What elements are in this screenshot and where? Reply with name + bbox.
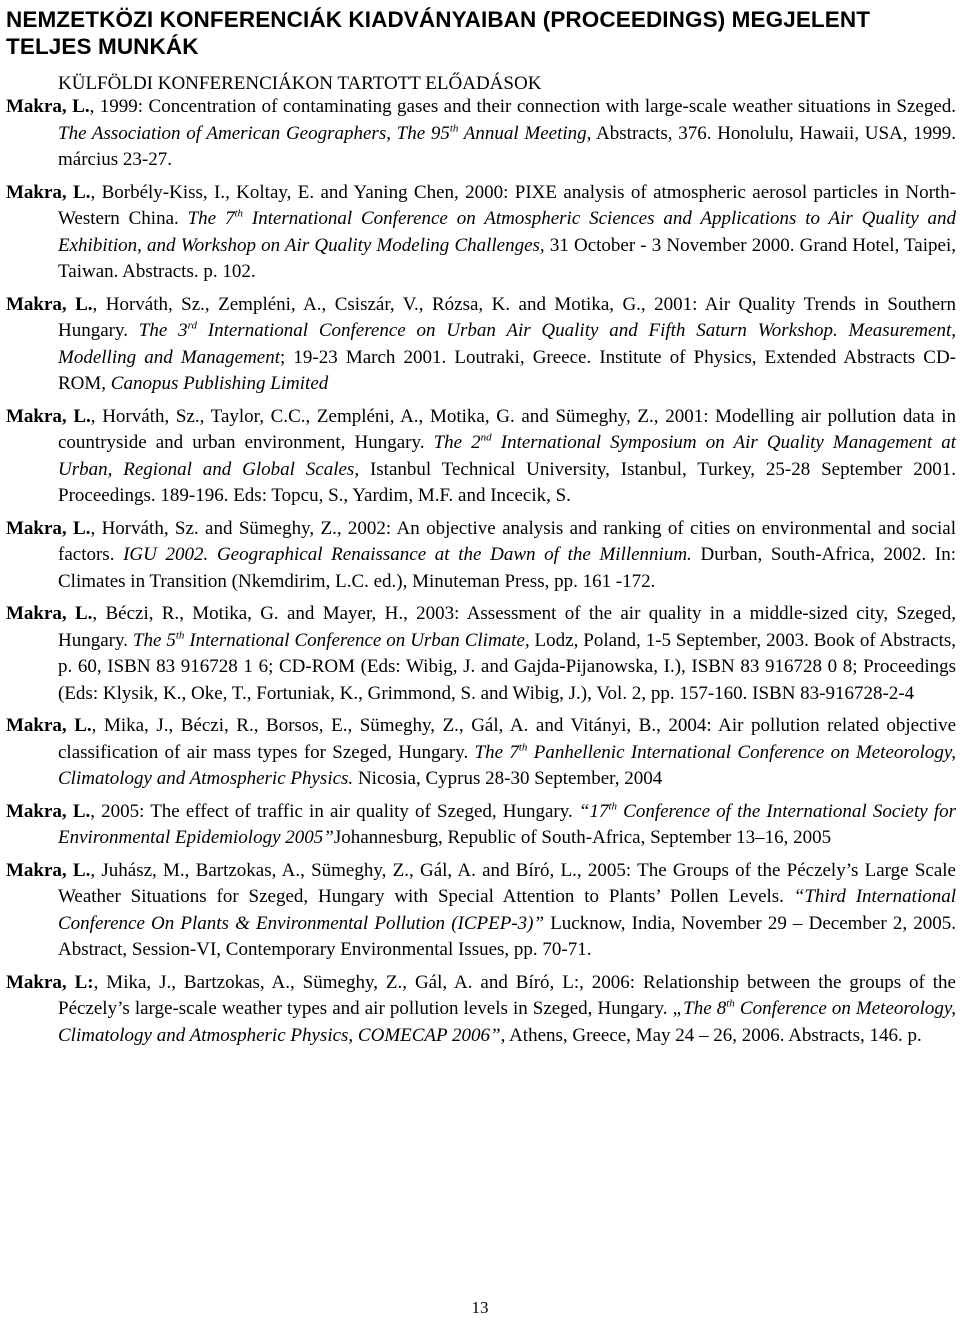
entry-author: Makra, L.	[6, 517, 91, 539]
entry-conference: „The 8	[672, 998, 727, 1019]
entry-conference: International Symposium on Air Quality Management at Urban, Regional and Global Scales,	[58, 432, 956, 480]
entry-author: Makra, L.	[6, 603, 93, 624]
entry-conference: The 5	[132, 629, 176, 651]
entry-author: Makra, L.	[6, 96, 90, 117]
entry-text: , Horváth, Sz. and Sümeghy, Z., 2002: An objective analysis and ranking of cities on environmental and social factors.	[58, 517, 956, 565]
entry-text: , Juhász, M., Bartzokas, A., Sümeghy, Z., Gál, A. and Bíró, L., 2005: The Groups of the Péczely’s Large Scale Weather Situations for Szeged, Hungary with Special Attention to Plants’ Pollen Levels.	[58, 859, 956, 907]
entry-superscript: th	[175, 629, 185, 642]
entry-text: ; 19-23 March 2001. Loutraki, Greece. Institute of Physics, Extended Abstracts CD-ROM,	[58, 346, 956, 394]
entry-conference: The 7	[474, 741, 519, 763]
entry-text: Abstracts, 376. Honolulu, Hawaii, USA, 1999. március 23-27.	[58, 122, 956, 170]
publication-entry	[6, 404, 956, 510]
entry-text: Lodz, Poland, 1-5 September, 2003. Book of Abstracts, p. 60, ISBN 83 916728 1 6; CD-ROM (Eds: Wibig, J. and Gajda-Pijanowska, I.), ISBN 83 916728 0 8; Proceedings (Eds: Klysik, K., Oke, T., Fortuniak, K., Grimmond, S. and Wibig, J.), Vol. 2, pp. 157-160. ISBN 83-916728-2-4	[58, 629, 957, 704]
entry-publisher: Canopus Publishing Limited	[110, 373, 329, 394]
entry-text: , Béczi, R., Motika, G. and Mayer, H., 2003: Assessment of the air quality in a middle-sized city, Szeged, Hungary.	[58, 603, 957, 651]
entry-author: Makra, L.	[6, 181, 91, 203]
entry-text: , 1999: Concentration of contaminating gases and their connection with large-scale weather situations in Szeged.	[89, 96, 957, 117]
entry-text: , 2005: The effect of traffic in air quality of Szeged, Hungary.	[90, 800, 579, 822]
entry-conference: International Conference on Urban Air Quality and Fifth Saturn Workshop. Measurement, Modelling and Management	[58, 320, 956, 368]
entry-conference: Conference of the International Society for Environmental Epidemiology 2005”	[58, 800, 956, 848]
entry-conference: Conference on Meteorology, Climatology and Atmospheric Physics, COMECAP 2006”	[58, 998, 956, 1046]
entry-superscript: th	[234, 207, 244, 220]
publication-entry	[6, 858, 956, 964]
entry-text: Istanbul Technical University, Istanbul, Turkey, 25-28 September 2001. Proceedings. 189-196. Eds: Topcu, S., Yardim, M.F. and Incecik, S.	[58, 458, 956, 506]
entry-author: Makra, L.	[6, 800, 91, 822]
publication-entry	[6, 94, 956, 174]
publication-entry	[6, 601, 956, 707]
entry-text: Lucknow, India, November 29 – December 2, 2005. Abstract, Session-VI, Contemporary Environmental Issues, pp. 70-71.	[58, 912, 956, 960]
entry-text: 31 October - 3 November 2000. Grand Hotel, Taipei, Taiwan. Abstracts. p. 102.	[58, 234, 956, 282]
entry-text: Nicosia, Cyprus 28-30 September, 2004	[353, 768, 663, 789]
entry-conference: The 7	[187, 208, 235, 229]
entry-superscript: rd	[187, 319, 197, 332]
entry-text: Johannesburg, Republic of South-Africa, September 13–16, 2005	[333, 827, 832, 848]
entry-author: Makra, L.	[6, 715, 92, 736]
entry-author: Makra, L.	[6, 293, 93, 315]
entry-text: , Horváth, Sz., Taylor, C.C., Zempléni, A., Motika, G. and Sümeghy, Z., 2001: Modelling air pollution data in countryside and urban environment, Hungary.	[58, 405, 957, 453]
entry-superscript: th	[726, 997, 735, 1010]
entry-superscript: th	[518, 741, 528, 754]
entry-text: , Mika, J., Béczi, R., Borsos, E., Sümeghy, Z., Gál, A. and Vitányi, B., 2004: Air pollution related objective classification of air mass types for Szeged, Hungary.	[58, 715, 957, 763]
entry-superscript: th	[608, 800, 618, 813]
entry-conference: International Conference on Atmospheric Sciences and Applications to Air Quality and Exhibition, and Workshop on Air Quality Modeling Challenges,	[58, 208, 957, 256]
publication-list	[6, 94, 956, 1055]
publication-entry	[6, 180, 956, 286]
entry-text: , Horváth, Sz., Zempléni, A., Csiszár, V., Rózsa, K. and Motika, G., 2001: Air Quality Trends in Southern Hungary.	[58, 293, 956, 341]
entry-conference: “17	[578, 800, 609, 822]
entry-conference: International Conference on Urban Climate,	[184, 629, 530, 651]
publication-entry	[6, 799, 956, 852]
entry-conference: Annual Meeting,	[458, 122, 592, 144]
entry-text: , Athens, Greece, May 24 – 26, 2006. Abstracts, 146. p.	[500, 1024, 922, 1046]
entry-text: Durban, South-Africa, 2002. In: Climates in Transition (Nkemdirim, L.C. ed.), Minuteman Press, pp. 161 -172.	[58, 544, 956, 592]
publication-entry	[6, 516, 956, 596]
page-number: 13	[471, 1298, 489, 1317]
entry-conference: Panhellenic International Conference on Meteorology, Climatology and Atmospheric Physics.	[58, 741, 956, 789]
section-subheading: KÜLFÖLDI KONFERENCIÁKON TARTOTT ELŐADÁSOK	[58, 73, 542, 94]
entry-conference: The 3	[138, 320, 188, 341]
entry-text: , Borbély-Kiss, I., Koltay, E. and Yaning Chen, 2000: PIXE analysis of atmospheric aerosol particles in North-Western China.	[58, 181, 957, 229]
entry-superscript: nd	[480, 431, 492, 444]
entry-conference: The Association of American Geographers, The 95	[58, 122, 450, 144]
publication-entry	[6, 970, 956, 1050]
entry-author: Makra, L.	[6, 405, 91, 427]
entry-superscript: th	[449, 122, 459, 135]
entry-text: , Mika, J., Bartzokas, A., Sümeghy, Z., Gál, A. and Bíró, L:, 2006: Relationship between the groups of the Péczely’s large-scale weather types and air pollution levels in Szeged, Hungary.	[58, 971, 956, 1019]
entry-conference: The 2	[433, 432, 481, 453]
entry-author: Makra, L.	[6, 859, 91, 881]
publication-entry	[6, 292, 956, 398]
entry-conference: “Third International Conference On Plants & Environmental Pollution (ICPEP-3)”	[58, 886, 956, 934]
publication-entry	[6, 713, 956, 793]
entry-conference: IGU 2002. Geographical Renaissance at the Dawn of the Millennium.	[123, 544, 692, 565]
section-heading: NEMZETKÖZI KONFERENCIÁK KIADVÁNYAIBAN (PROCEEDINGS) MEGJELENT TELJES MUNKÁK	[6, 7, 871, 59]
entry-author: Makra, L:	[6, 971, 94, 993]
